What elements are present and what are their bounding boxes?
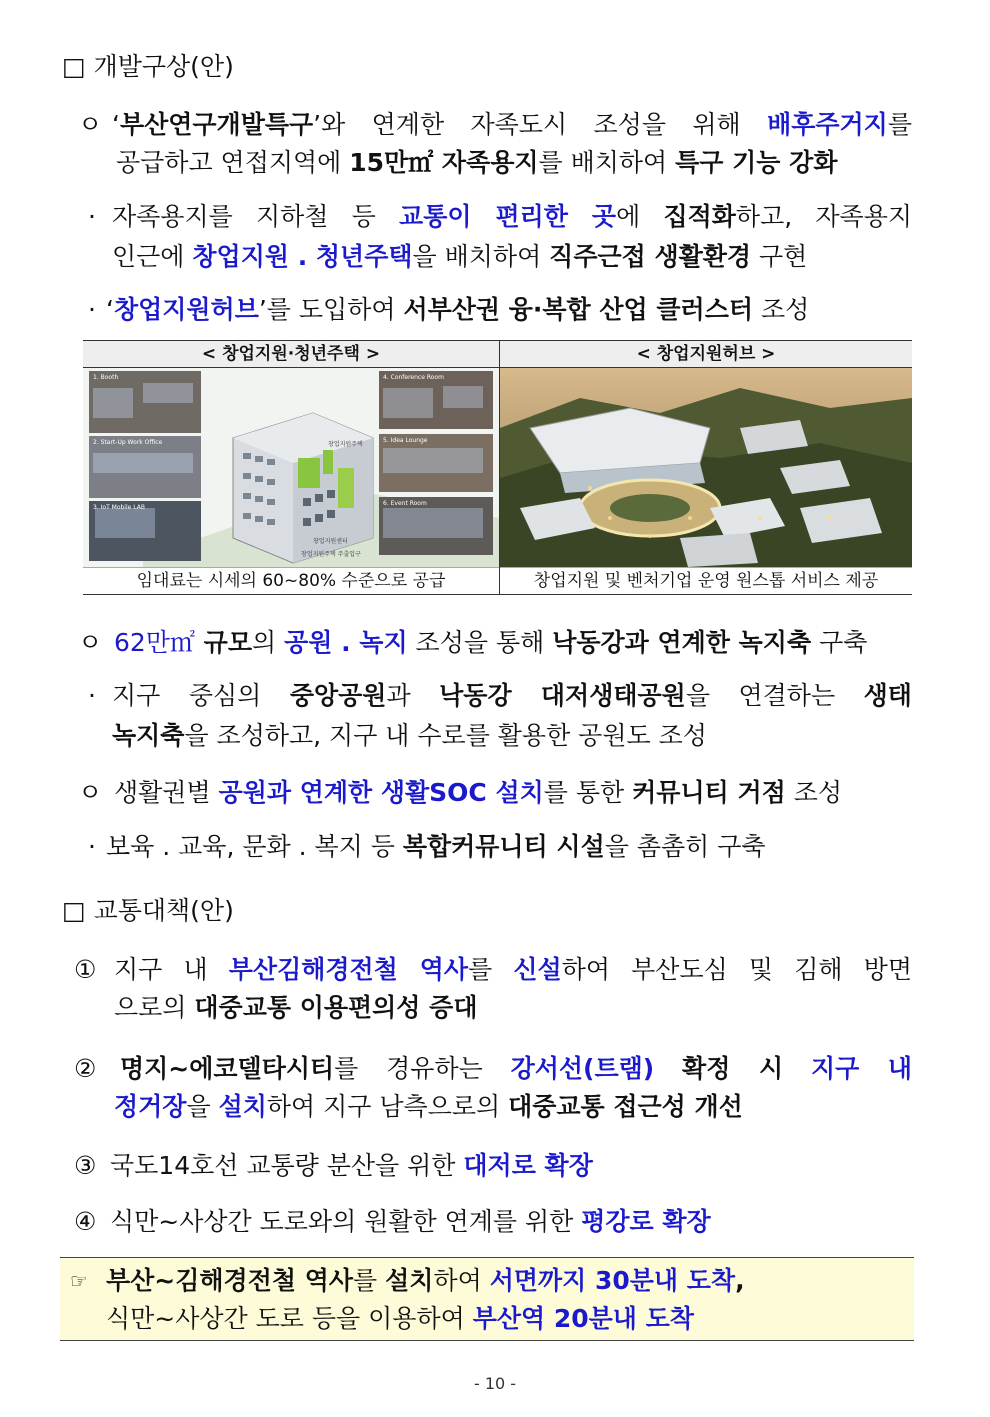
text-highlight: 서면까지 30분내 도착: [489, 1266, 736, 1295]
item4-line: [110, 1205, 711, 1239]
item2-line1: [120, 1052, 912, 1086]
panel-label: 3. IoT Mobile LAB: [93, 504, 145, 511]
text: 생활권별: [114, 778, 219, 807]
item3-line: [110, 1149, 593, 1183]
text: 국도14호선 교통량 분산을 위한: [110, 1151, 464, 1180]
text-bold: 대중교통 이용편의성 증대: [194, 993, 478, 1022]
sub-marker: ·: [88, 832, 96, 861]
text-highlight: 창업지원 . 청년주택: [192, 242, 413, 271]
page-number: - 10 -: [473, 1374, 517, 1393]
callout-line2: [106, 1302, 694, 1336]
text: 구축: [811, 628, 868, 657]
text-bold: 설치: [385, 1266, 434, 1295]
panel-label: 1. Booth: [93, 374, 119, 381]
bullet1-line2: [116, 146, 837, 180]
image-title-left: < 창업지원·청년주택 >: [83, 341, 499, 368]
text: 자족용지를 지하철 등: [112, 202, 400, 231]
text: 를: [468, 955, 514, 984]
text: 식만~사상간 도로와의 원활한 연계를 위한: [110, 1207, 582, 1236]
bullet2-line: [114, 626, 867, 660]
text: 을 배치하여: [412, 242, 550, 271]
item1-line1: [114, 953, 912, 987]
sub-marker: ·: [88, 202, 96, 231]
panel-label: 5. Idea Lounge: [383, 437, 428, 444]
startup-hub-cell: [500, 341, 912, 594]
text-highlight: 62만㎡: [114, 628, 195, 657]
text-highlight: 공원과 연계한 생활SOC 설치: [218, 778, 544, 807]
image-caption-right: 창업지원 및 벤처기업 운영 원스톱 서비스 제공: [500, 567, 912, 594]
text: 을 조성하고, 지구 내 수로를 활용한 공원도 조성: [184, 721, 707, 750]
sub3-line2: [112, 719, 707, 753]
text: 지구 내: [114, 955, 229, 984]
sub1-line1: [112, 200, 912, 234]
item2-line2: [114, 1090, 743, 1124]
text-bold: 규모: [194, 628, 252, 657]
text: [783, 1054, 811, 1083]
item-marker: ④: [74, 1207, 97, 1236]
item-marker: ②: [74, 1054, 97, 1083]
text-bold: 녹지축: [112, 721, 185, 750]
text: 를 통한: [543, 778, 633, 807]
text: 으로의: [114, 993, 195, 1022]
panel-label: 2. Start-Up Work Office: [93, 439, 163, 446]
callout-pointer-icon: ☞: [70, 1269, 88, 1293]
image-table: [83, 340, 912, 595]
image-title-right: < 창업지원허브 >: [500, 341, 912, 368]
text: 을 촘촘히 구축: [604, 832, 766, 861]
text: 를: [887, 110, 912, 139]
text: 을: [186, 1092, 219, 1121]
text: ‘: [112, 110, 120, 139]
startup-housing-cell: [83, 341, 499, 594]
panel-label: 6. Event Room: [383, 500, 427, 507]
text-highlight: 교통이 편리한 곳: [399, 202, 617, 231]
text-bold: 대중교통 접근성 개선: [508, 1092, 743, 1121]
text-highlight: 신설: [513, 955, 562, 984]
sub3-line1: [112, 679, 912, 713]
text-bold: 생태: [863, 681, 912, 710]
summary-callout: [60, 1257, 914, 1341]
text: 보육 . 교육, 문화 . 복지 등: [106, 832, 403, 861]
text-bold: 특구 기능 강화: [675, 148, 838, 177]
text: ’를 도입하여: [258, 295, 404, 324]
text: 에: [616, 202, 664, 231]
text-highlight: 평강로 확장: [581, 1207, 711, 1236]
bullet-marker: ㅇ: [78, 110, 103, 139]
text: 과: [386, 681, 440, 710]
text-highlight: 부산김해경전철 역사: [228, 955, 469, 984]
center-label: 창업지원주택 주출입구: [301, 551, 361, 558]
text-bold: 명지~에코델타시티: [120, 1054, 335, 1083]
section-heading-development: □ 개발구상(안): [62, 52, 234, 81]
text: 구현: [751, 242, 808, 271]
text-highlight: 대저로 확장: [463, 1151, 593, 1180]
text-bold: 중앙공원: [289, 681, 387, 710]
item-marker: ①: [74, 955, 97, 984]
text-bold: 15만㎡ 자족용지: [349, 148, 539, 177]
text-bold: 부산~김해경전철 역사: [106, 1266, 354, 1295]
sub2-line: [106, 293, 809, 327]
text: 의: [251, 628, 285, 657]
text-bold: 낙동강 대저생태공원: [439, 681, 686, 710]
text: 하여: [433, 1266, 490, 1295]
text: 를 배치하여: [538, 148, 676, 177]
text-bold: 커뮤니티 거점: [632, 778, 786, 807]
text: 조성: [753, 295, 810, 324]
text-highlight: 창업지원허브: [113, 295, 259, 324]
text: 하여 지구 남측으로의: [266, 1092, 509, 1121]
text-bold: 서부산권 융·복합 산업 클러스터: [403, 295, 754, 324]
text-bold: 집적화: [663, 202, 736, 231]
text: 조성: [785, 778, 842, 807]
text-bold: 낙동강과 연계한 녹지축: [552, 628, 812, 657]
text-bold: 복합커뮤니티 시설: [402, 832, 605, 861]
text: ’와 연계한 자족도시 조성을 위해: [313, 110, 768, 139]
bullet3-line: [114, 776, 842, 810]
text: 하고, 자족용지: [735, 202, 912, 231]
center-label: 창업지원센터: [313, 538, 348, 545]
text-highlight: 정거장: [114, 1092, 187, 1121]
startup-hub-aerial-render: [500, 368, 912, 567]
text-bold: 확정 시: [682, 1054, 784, 1083]
text-bold: ,: [735, 1266, 745, 1295]
center-label: 창업지원주택: [328, 441, 363, 448]
sub-marker: ·: [88, 681, 96, 710]
bullet-marker: ㅇ: [78, 628, 103, 657]
text-highlight: 설치: [218, 1092, 267, 1121]
text: 조성을 통해: [407, 628, 553, 657]
image-caption-left: 임대료는 시세의 60~80% 수준으로 공급: [83, 567, 499, 594]
item-marker: ③: [74, 1151, 97, 1180]
text: 공급하고 연접지역에: [116, 148, 350, 177]
bullet1-line1: [112, 108, 912, 142]
text: 를: [353, 1266, 386, 1295]
text-highlight: 배후주거지: [767, 110, 888, 139]
text-highlight: 공원 . 녹지: [284, 628, 408, 657]
text-bold: 직주근접 생활환경: [549, 242, 752, 271]
text-highlight: 부산역 20분내 도착: [472, 1304, 694, 1333]
text: 인근에: [112, 242, 193, 271]
section-heading-transport: □ 교통대책(안): [62, 896, 234, 925]
text-bold: 부산연구개발특구: [119, 110, 314, 139]
sub1-line2: [112, 240, 807, 274]
sub-marker: ·: [88, 295, 96, 324]
text: 을 연결하는: [685, 681, 864, 710]
startup-housing-illustration: [83, 368, 499, 567]
text: 지구 중심의: [112, 681, 290, 710]
panel-label: 4. Conference Room: [383, 374, 444, 381]
text-highlight: 강서선(트램): [510, 1054, 655, 1083]
text-highlight: 지구 내: [810, 1054, 913, 1083]
callout-line1: [106, 1264, 745, 1298]
bullet-marker: ㅇ: [78, 778, 103, 807]
text: ‘: [106, 295, 114, 324]
sub4-line: [106, 830, 766, 864]
text: 하여 부산도심 및 김해 방면: [561, 955, 912, 984]
text: 식만~사상간 도로 등을 이용하여: [106, 1304, 473, 1333]
item1-line2: [114, 991, 477, 1025]
text: [654, 1054, 682, 1083]
text: 를 경유하는: [334, 1054, 511, 1083]
